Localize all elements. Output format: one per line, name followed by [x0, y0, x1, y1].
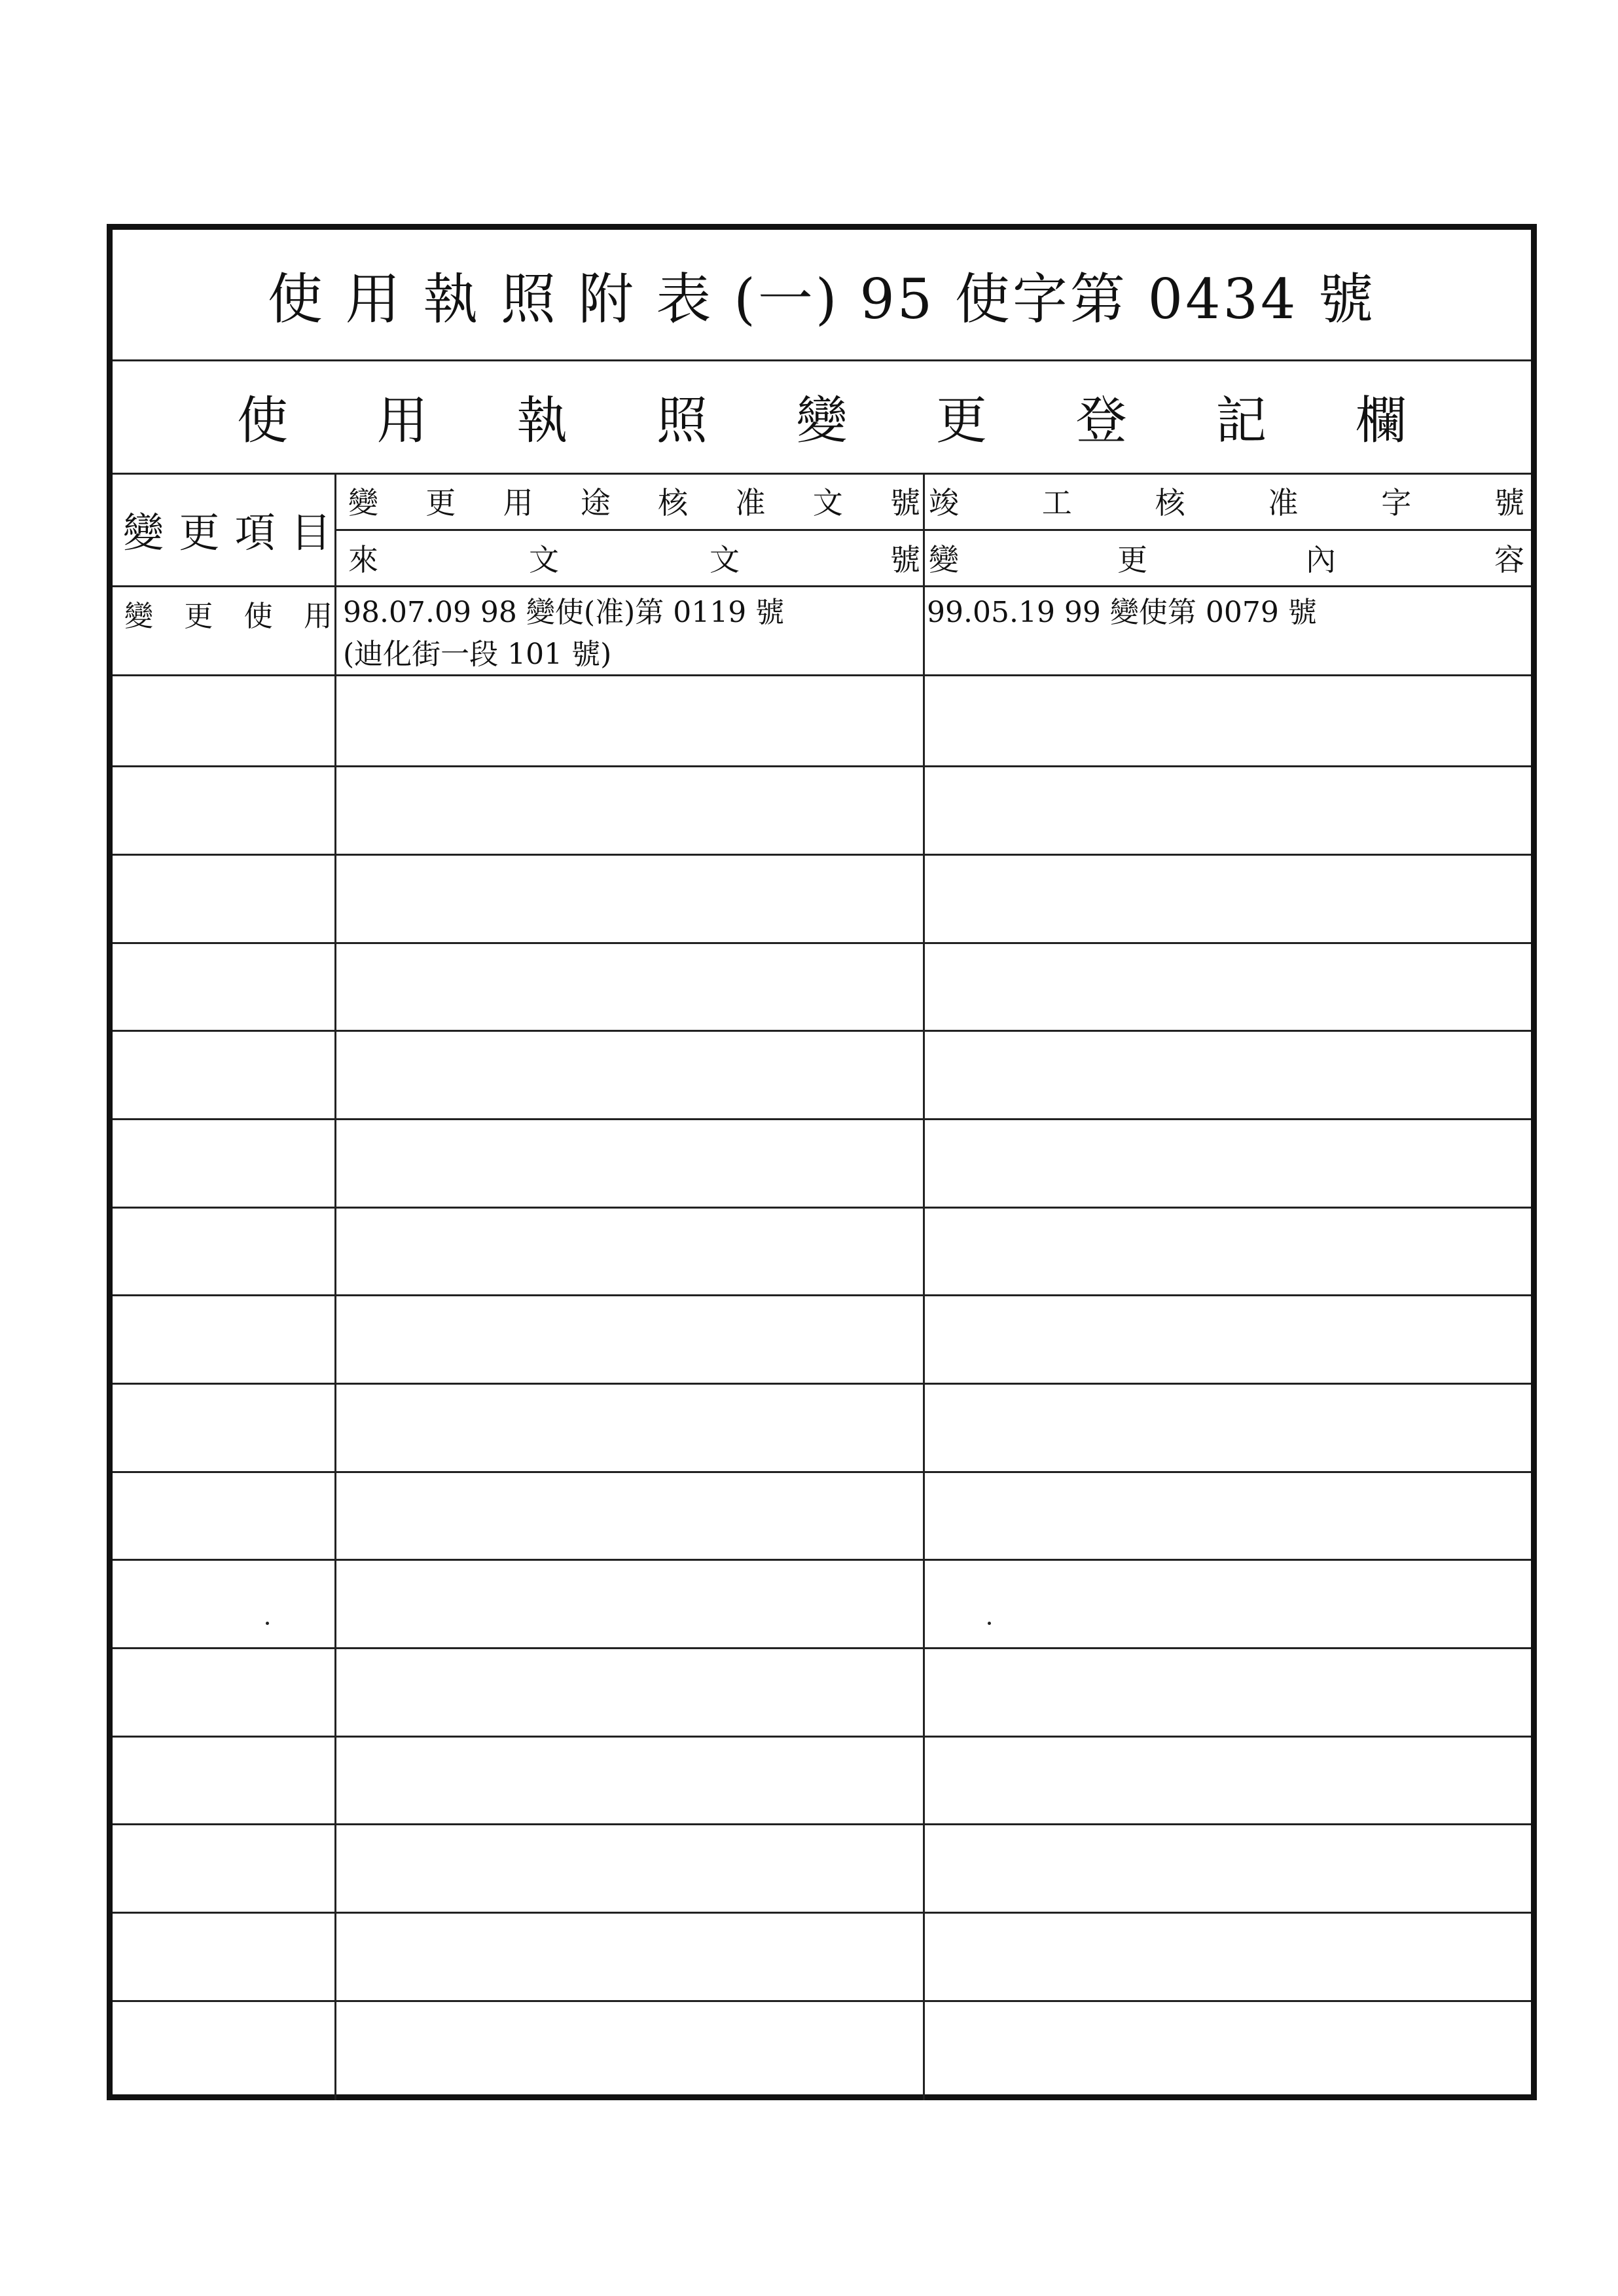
header-char: 竣 — [929, 484, 959, 520]
section-title-char: 欄 — [1355, 391, 1407, 450]
cell-char: 變 — [124, 600, 153, 633]
header-char: 工 — [1041, 484, 1072, 520]
cell-char: 更 — [184, 600, 213, 633]
header-char: 項 — [234, 508, 276, 556]
row-approval-line-2: (迪化街一段 101 號) — [343, 638, 612, 671]
header-char: 用 — [503, 484, 533, 520]
header-char: 來 — [348, 542, 378, 577]
header-change-item — [123, 473, 331, 585]
row-change-item — [124, 594, 333, 633]
row-completion-line-1: 99.05.19 99 變使第 0079 號 — [927, 596, 1317, 629]
cell-char: 用 — [303, 600, 333, 633]
section-title-char: 記 — [1215, 391, 1267, 450]
section-title — [113, 359, 1531, 473]
scan-speck — [988, 1622, 991, 1625]
header-char: 核 — [1155, 484, 1185, 520]
header-char: 更 — [425, 484, 456, 520]
section-title-char: 更 — [936, 391, 988, 450]
divider — [113, 854, 1531, 856]
header-char: 字 — [1381, 484, 1412, 520]
header-col-b-top — [927, 473, 1524, 528]
header-col-a-top — [344, 473, 920, 528]
row-approval-line-1: 98.07.09 98 變使(准)第 0119 號 — [343, 596, 785, 629]
section-title-char: 照 — [656, 391, 708, 450]
divider — [113, 2000, 1531, 2002]
divider — [113, 1030, 1531, 1032]
divider — [113, 765, 1531, 767]
divider — [113, 942, 1531, 944]
header-char: 容 — [1494, 542, 1524, 577]
divider — [113, 1912, 1531, 1914]
header-char: 文 — [710, 542, 740, 577]
header-col-b-bottom — [927, 530, 1524, 585]
divider — [113, 1383, 1531, 1385]
column-divider — [923, 473, 925, 2100]
divider — [113, 585, 1531, 587]
header-char: 核 — [658, 484, 689, 520]
registration-table — [107, 224, 1537, 2100]
divider — [113, 1736, 1531, 1738]
divider — [113, 1118, 1531, 1120]
section-title-char: 登 — [1075, 391, 1127, 450]
header-char: 變 — [348, 484, 378, 520]
header-char: 變 — [123, 508, 164, 556]
header-char: 變 — [929, 542, 959, 577]
section-title-char: 執 — [516, 391, 568, 450]
scan-speck — [266, 1622, 269, 1625]
header-char: 號 — [890, 484, 920, 520]
divider — [335, 529, 1531, 531]
divider — [113, 674, 1531, 676]
header-char: 更 — [179, 508, 220, 556]
header-char: 文 — [812, 484, 843, 520]
divider — [113, 1823, 1531, 1825]
header-col-a-bottom — [344, 530, 920, 585]
header-char: 號 — [890, 542, 920, 577]
document-title: 使 用 執 照 附 表 (一) 95 使字第 0434 號 — [267, 266, 1376, 331]
divider — [113, 1294, 1531, 1296]
header-char: 途 — [580, 484, 611, 520]
divider — [113, 1471, 1531, 1473]
header-char: 更 — [1117, 542, 1147, 577]
header-char: 准 — [1268, 484, 1299, 520]
section-title-char: 使 — [237, 391, 289, 450]
column-divider — [334, 473, 336, 2100]
header-char: 內 — [1306, 542, 1336, 577]
section-title-char: 變 — [796, 391, 848, 450]
divider — [113, 1559, 1531, 1561]
header-char: 目 — [290, 508, 331, 556]
divider — [113, 1207, 1531, 1209]
section-title-char: 用 — [376, 391, 428, 450]
header-char: 號 — [1494, 484, 1524, 520]
divider — [113, 1647, 1531, 1649]
header-char: 文 — [529, 542, 559, 577]
cell-char: 使 — [243, 600, 273, 633]
header-char: 准 — [735, 484, 766, 520]
